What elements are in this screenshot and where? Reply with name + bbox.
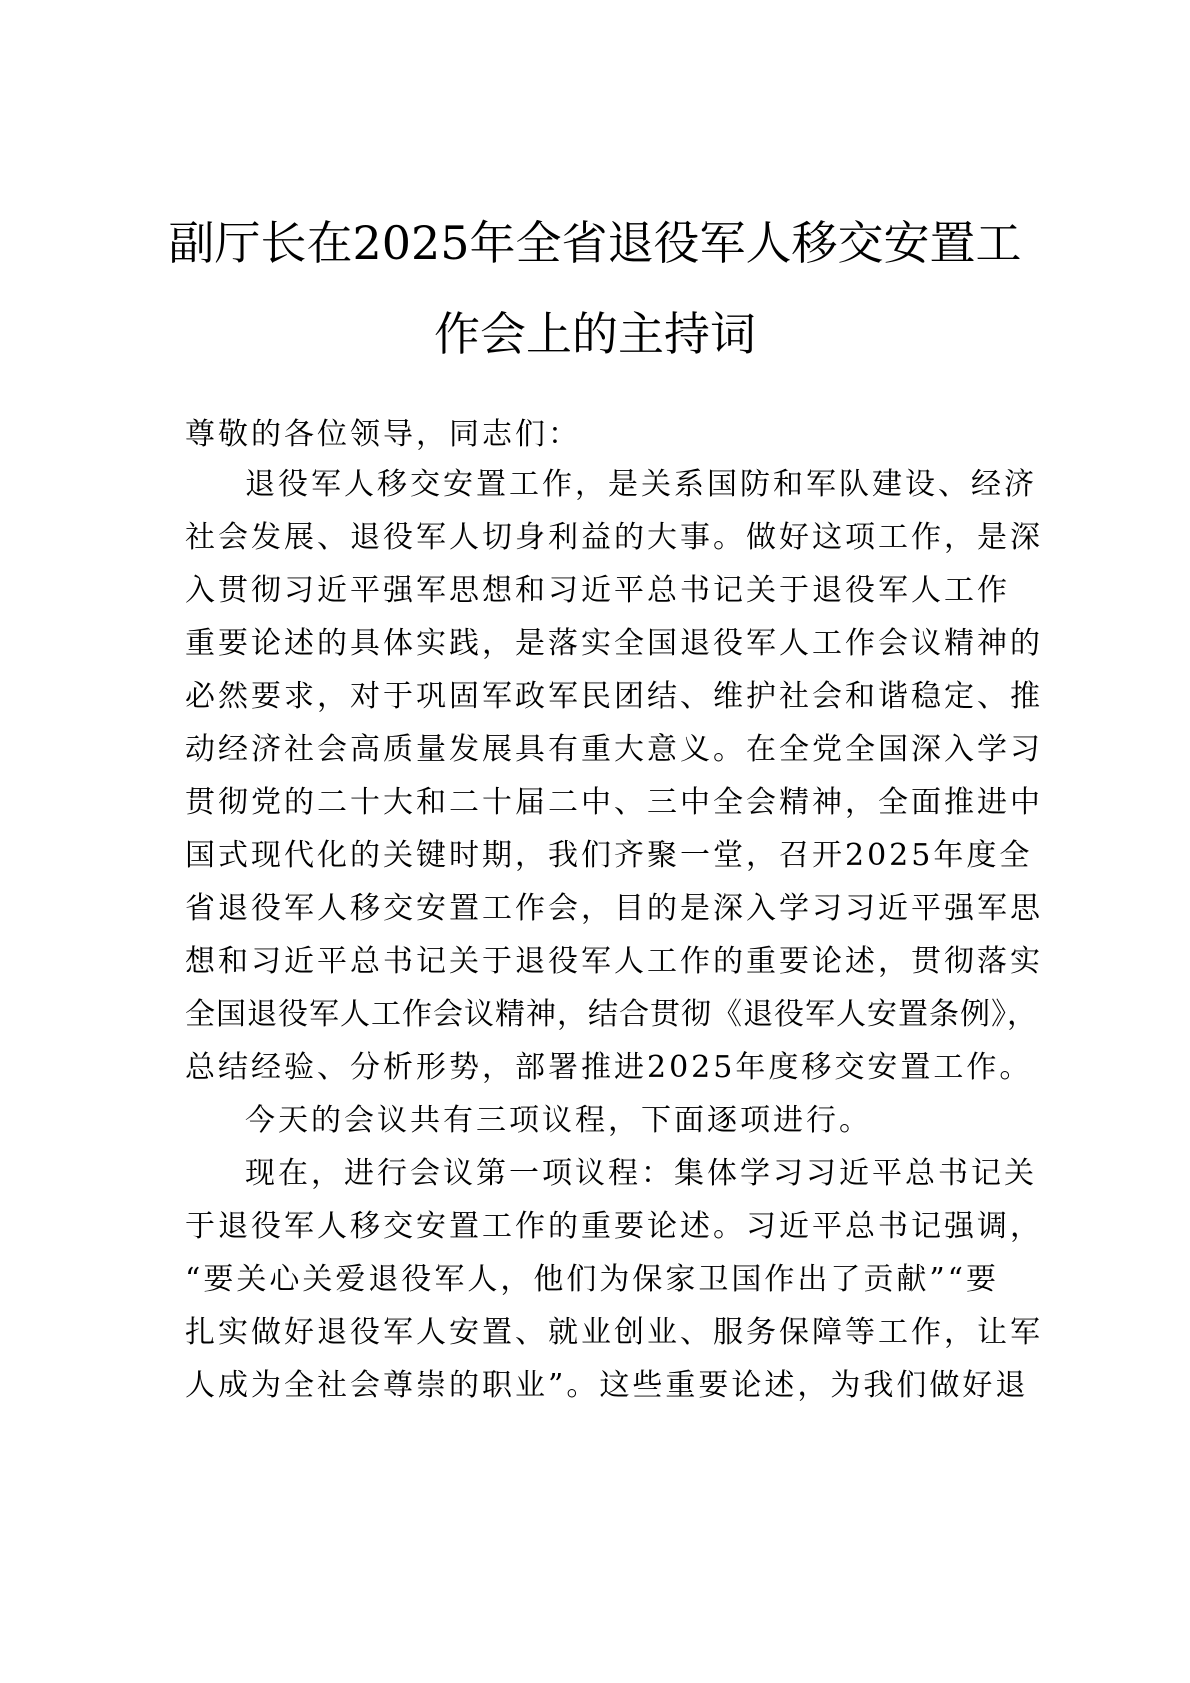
body-line: 社会发展、退役军人切身利益的大事。做好这项工作，是深 <box>185 520 1043 555</box>
document-title-line-2: 作会上的主持词 <box>434 307 756 361</box>
body-line: 动经济社会高质量发展具有重大意义。在全党全国深入学习 <box>185 732 1043 767</box>
body-line: 今天的会议共有三项议程，下面逐项进行。 <box>245 1103 872 1138</box>
body-line: 退役军人移交安置工作，是关系国防和军队建设、经济 <box>245 467 1037 502</box>
body-line: 现在，进行会议第一项议程：集体学习习近平总书记关 <box>245 1156 1037 1191</box>
body-line: 人成为全社会尊崇的职业”。这些重要论述，为我们做好退 <box>185 1368 1029 1403</box>
body-line: 全国退役军人工作会议精神，结合贯彻《退役军人安置条例》， <box>185 997 1038 1032</box>
body-line: 省退役军人移交安置工作会，目的是深入学习习近平强军思 <box>185 891 1043 926</box>
body-line: 想和习近平总书记关于退役军人工作的重要论述，贯彻落实 <box>185 944 1043 979</box>
body-line: 于退役军人移交安置工作的重要论述。习近平总书记强调， <box>185 1209 1043 1244</box>
body-line: 重要论述的具体实践，是落实全国退役军人工作会议精神的 <box>185 626 1043 661</box>
body-line: 贯彻党的二十大和二十届二中、三中全会精神，全面推进中 <box>185 785 1043 820</box>
body-line: 总结经验、分析形势，部署推进2025年度移交安置工作。 <box>185 1050 1033 1085</box>
body-line: “要关心关爱退役军人，他们为保家卫国作出了贡献”“要 <box>185 1262 1000 1297</box>
body-line: 国式现代化的关键时期，我们齐聚一堂，召开2025年度全 <box>185 838 1033 873</box>
salutation: 尊敬的各位领导，同志们： <box>185 417 581 452</box>
body-line: 入贯彻习近平强军思想和习近平总书记关于退役军人工作 <box>185 573 1010 608</box>
body-line: 必然要求，对于巩固军政军民团结、维护社会和谐稳定、推 <box>185 679 1043 714</box>
document-title-line-1: 副厅长在2025年全省退役军人移交安置工 <box>168 216 1022 270</box>
body-line: 扎实做好退役军人安置、就业创业、服务保障等工作，让军 <box>185 1315 1043 1350</box>
